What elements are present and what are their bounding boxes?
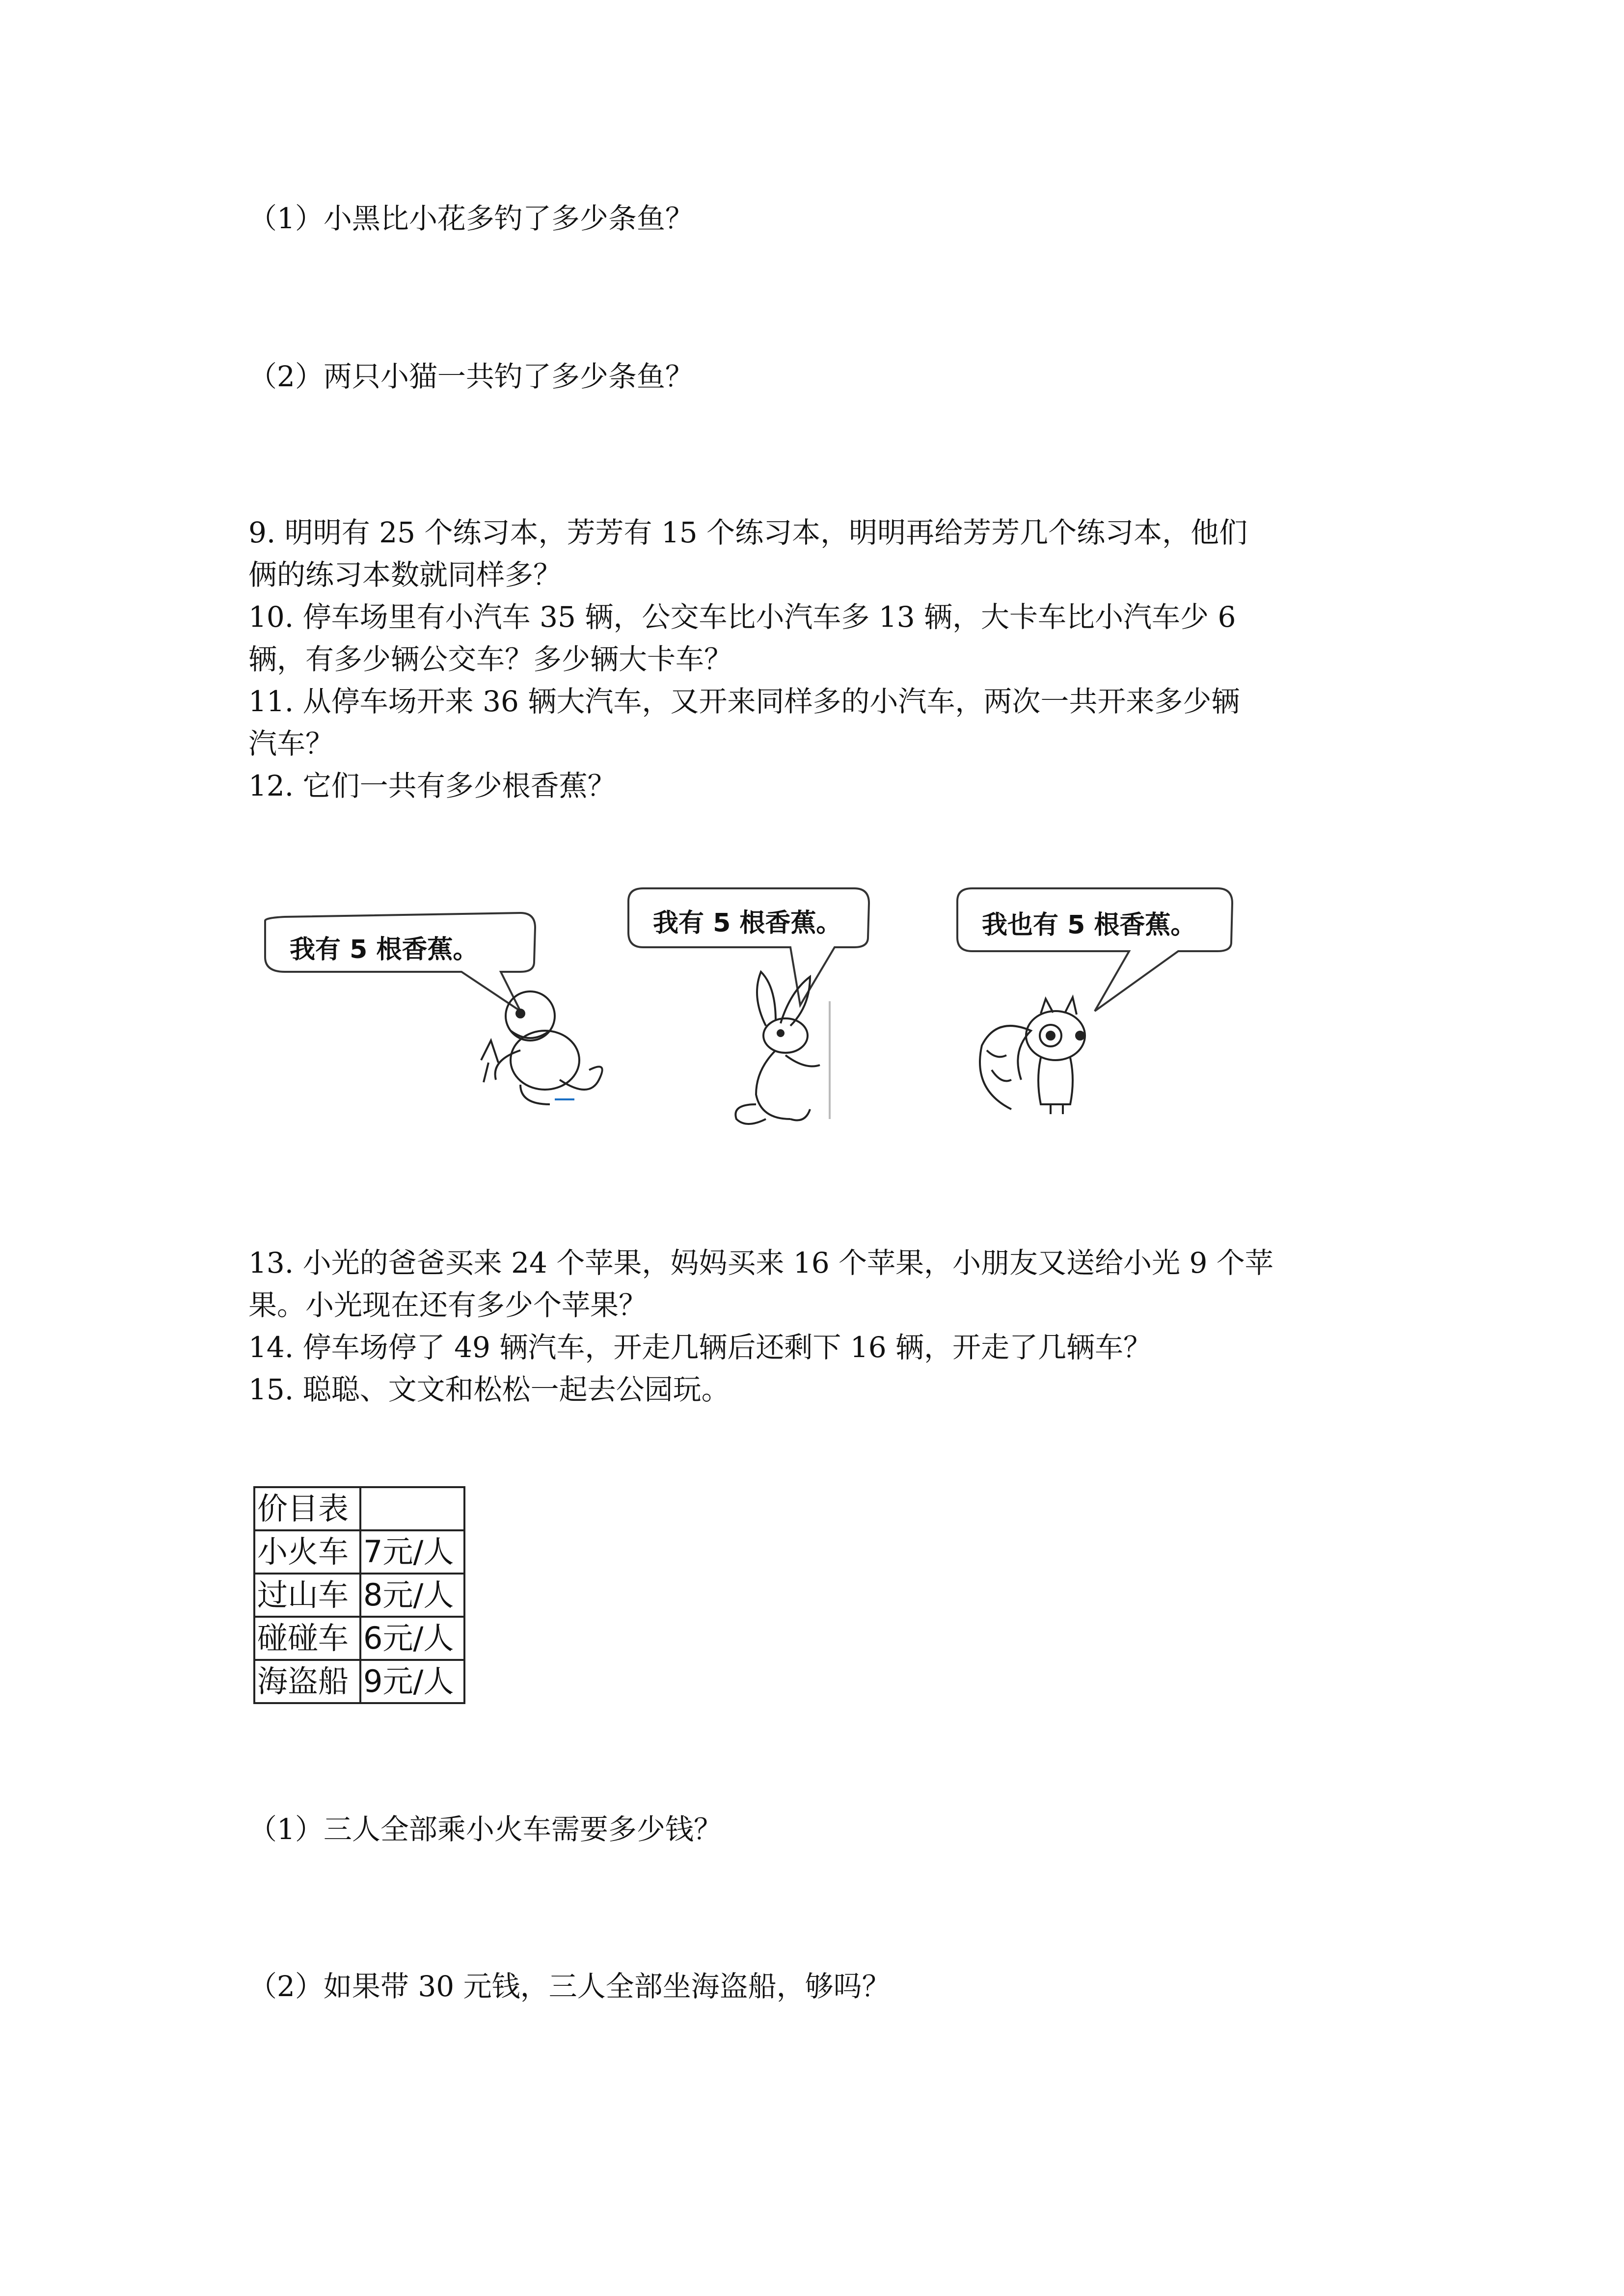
ride-price-cell: 8元/人 — [360, 1574, 464, 1617]
question-10-line-2: 辆，有多少辆公交车？多少辆大卡车？ — [248, 642, 733, 676]
ride-name-cell: 小火车 — [254, 1530, 360, 1574]
question-14: 14. 停车场停了 49 辆汽车，开走几辆后还剩下 16 辆，开走了几辆车？ — [248, 1331, 1152, 1364]
speech-rabbit-text: 我有 5 根香蕉。 — [653, 908, 842, 938]
ride-name-cell: 碰碰车 — [254, 1617, 360, 1660]
question-9-line-2: 俩的练习本数就同样多？ — [248, 558, 562, 591]
rabbit-icon — [735, 972, 830, 1124]
question-11-line-1: 11. 从停车场开来 36 辆大汽车，又开来同样多的小汽车，两次一共开来多少辆 — [248, 685, 1240, 718]
question-15-part-2: （2）如果带 30 元钱，三人全部坐海盗船，够吗？ — [248, 1970, 891, 2003]
prev-question-part-2: （2）两只小猫一共钓了多少条鱼？ — [248, 360, 694, 393]
price-table — [253, 1486, 465, 1704]
question-13-line-2: 果。小光现在还有多少个苹果？ — [248, 1288, 648, 1322]
question-12: 12. 它们一共有多少根香蕉？ — [248, 769, 616, 802]
table-row — [254, 1487, 464, 1530]
question-13-line-1: 13. 小光的爸爸买来 24 个苹果，妈妈买来 16 个苹果，小朋友又送给小光 9 个苹 — [248, 1246, 1273, 1280]
question-10-line-1: 10. 停车场里有小汽车 35 辆，公交车比小汽车多 13 辆，大卡车比小汽车少 6 — [248, 600, 1236, 634]
prev-question-part-1: （1）小黑比小花多钓了多少条鱼？ — [248, 202, 694, 235]
table-header-cell — [360, 1487, 464, 1530]
table-row — [254, 1660, 464, 1703]
question-15-part-1: （1）三人全部乘小火车需要多少钱？ — [248, 1813, 722, 1846]
speech-squirrel-text: 我也有 5 根香蕉。 — [982, 910, 1196, 940]
table-row — [254, 1617, 464, 1660]
ride-name-cell: 海盗船 — [254, 1660, 360, 1703]
monkey-icon — [481, 991, 602, 1104]
squirrel-icon — [980, 997, 1085, 1114]
banana-illustration — [245, 874, 1267, 1168]
question-15: 15. 聪聪、文文和松松一起去公园玩。 — [248, 1373, 730, 1406]
table-row — [254, 1574, 464, 1617]
ride-price-cell: 7元/人 — [360, 1530, 464, 1574]
table-header-cell: 价目表 — [254, 1487, 360, 1530]
question-9-line-1: 9. 明明有 25 个练习本，芳芳有 15 个练习本，明明再给芳芳几个练习本，他们 — [248, 516, 1248, 549]
ride-price-cell: 9元/人 — [360, 1660, 464, 1703]
table-row — [254, 1530, 464, 1574]
speech-monkey-text: 我有 5 根香蕉。 — [290, 935, 479, 964]
ride-price-cell: 6元/人 — [360, 1617, 464, 1660]
ride-name-cell: 过山车 — [254, 1574, 360, 1617]
question-11-line-2: 汽车？ — [248, 727, 334, 760]
